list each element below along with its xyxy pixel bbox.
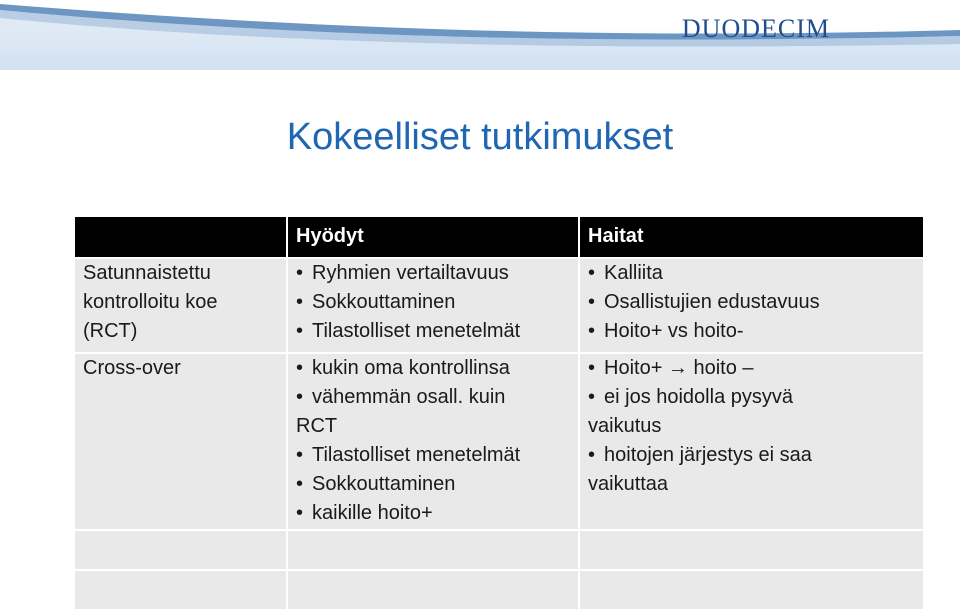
list-item bbox=[588, 288, 915, 317]
bullet-icon: • bbox=[296, 444, 304, 466]
list-item bbox=[588, 354, 915, 383]
row-label-line: Satunnaistettu bbox=[83, 262, 211, 284]
bullet-icon: • bbox=[296, 291, 304, 313]
bullet-icon: • bbox=[296, 320, 304, 342]
table-row bbox=[74, 258, 924, 353]
list-item bbox=[296, 259, 570, 288]
comparison-table bbox=[73, 215, 925, 611]
list-item-text: vaikuttaa bbox=[588, 473, 669, 495]
row-label bbox=[74, 258, 287, 353]
list-item-text: Kalliita bbox=[604, 262, 663, 284]
list-item-text: kaikille hoito+ bbox=[312, 502, 433, 524]
list-item-text: ei jos hoidolla pysyvä bbox=[604, 386, 793, 408]
table-header-row bbox=[74, 216, 924, 258]
drawbacks-cell bbox=[579, 353, 924, 530]
list-item bbox=[296, 354, 570, 383]
list-item-text: kukin oma kontrollinsa bbox=[312, 357, 510, 379]
bullet-icon: • bbox=[296, 502, 304, 524]
empty-row bbox=[74, 570, 924, 610]
empty-cell bbox=[579, 570, 924, 610]
empty-cell bbox=[287, 570, 579, 610]
row-label-line: (RCT) bbox=[83, 320, 138, 342]
bullet-icon: • bbox=[296, 262, 304, 284]
list-item-text: hoitojen järjestys ei saa bbox=[604, 444, 812, 466]
row-label-line: Cross-over bbox=[83, 357, 181, 379]
row-label bbox=[74, 353, 287, 530]
bullet-icon: • bbox=[296, 357, 304, 379]
benefits-cell bbox=[287, 353, 579, 530]
list-item bbox=[296, 499, 570, 528]
bullet-icon: • bbox=[588, 262, 596, 284]
list-item-text: vähemmän osall. kuin bbox=[312, 386, 506, 408]
empty-cell bbox=[74, 530, 287, 570]
row-label-line: kontrolloitu koe bbox=[83, 291, 218, 313]
list-item bbox=[588, 259, 915, 288]
list-item-text: Hoito+ → hoito – bbox=[604, 357, 754, 379]
benefits-cell bbox=[287, 258, 579, 353]
list-item bbox=[296, 317, 570, 346]
list-item bbox=[296, 288, 570, 317]
empty-cell bbox=[287, 530, 579, 570]
list-item bbox=[588, 317, 915, 346]
list-item-text: Tilastolliset menetelmät bbox=[312, 320, 521, 342]
list-item bbox=[588, 383, 915, 412]
bullet-icon: • bbox=[296, 386, 304, 408]
header-band bbox=[0, 0, 960, 70]
list-item-text: vaikutus bbox=[588, 415, 662, 437]
list-item bbox=[588, 412, 915, 441]
list-item bbox=[588, 441, 915, 470]
bullet-icon: • bbox=[296, 473, 304, 495]
slide-title: Kokeelliset tutkimukset bbox=[286, 116, 674, 158]
list-item bbox=[296, 412, 570, 441]
table-row bbox=[74, 353, 924, 530]
header-benefits: Hyödyt bbox=[287, 216, 579, 258]
list-item-text: Osallistujien edustavuus bbox=[604, 291, 820, 313]
duodecim-logo: DUODECIM bbox=[681, 14, 830, 43]
list-item-text: Tilastolliset menetelmät bbox=[312, 444, 521, 466]
bullet-icon: • bbox=[588, 386, 596, 408]
list-item-text: Sokkouttaminen bbox=[312, 291, 456, 313]
bullet-icon: • bbox=[588, 357, 596, 379]
list-item-text: Sokkouttaminen bbox=[312, 473, 456, 495]
bullet-icon: • bbox=[588, 291, 596, 313]
header-drawbacks: Haitat bbox=[579, 216, 924, 258]
drawbacks-cell bbox=[579, 258, 924, 353]
bullet-icon: • bbox=[588, 444, 596, 466]
list-item bbox=[296, 383, 570, 412]
list-item bbox=[588, 470, 915, 499]
list-item-text: Ryhmien vertailtavuus bbox=[312, 262, 509, 284]
empty-cell bbox=[579, 530, 924, 570]
list-item-text: Hoito+ vs hoito- bbox=[604, 320, 744, 342]
empty-cell bbox=[74, 570, 287, 610]
empty-row bbox=[74, 530, 924, 570]
list-item bbox=[296, 441, 570, 470]
list-item bbox=[296, 470, 570, 499]
header-empty bbox=[74, 216, 287, 258]
bullet-icon: • bbox=[588, 320, 596, 342]
list-item-text: RCT bbox=[296, 415, 338, 437]
